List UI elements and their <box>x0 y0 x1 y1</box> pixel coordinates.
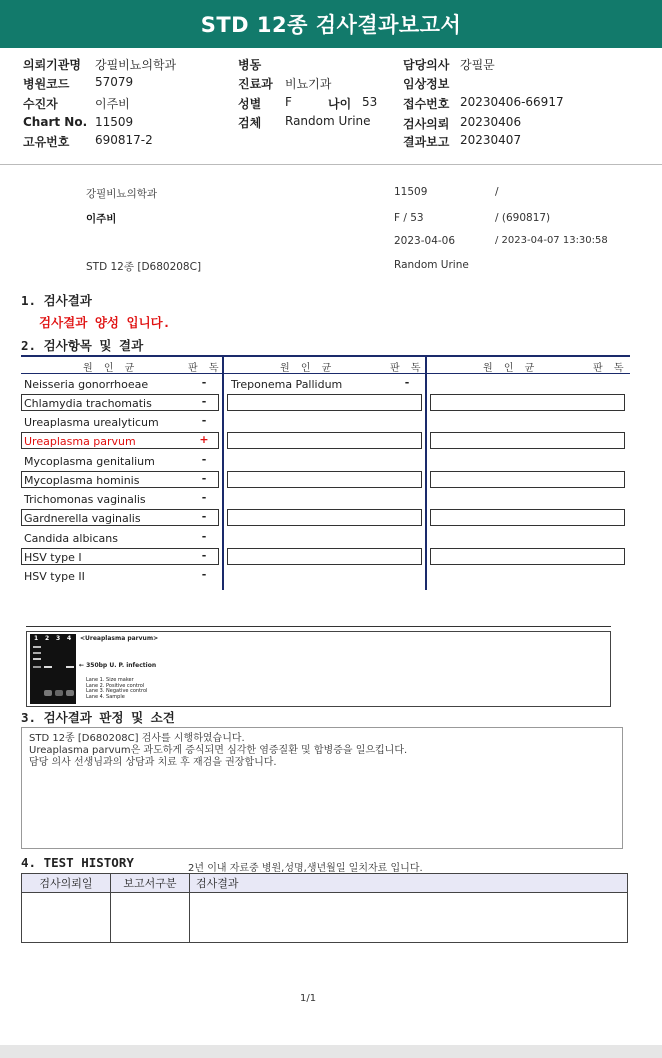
pathogen-result: - <box>201 549 207 562</box>
hospital-label: 의뢰기관명 <box>23 58 81 72</box>
opinion-line: STD 12종 [D680208C] 검사를 시행하였습니다. <box>29 733 245 744</box>
pathogen-name: Treponema Pallidum <box>231 378 343 391</box>
empty-row-box <box>227 509 422 526</box>
col1-pathogen-header: 원 인 균 <box>83 363 139 374</box>
chart-label: Chart No. <box>23 115 88 129</box>
lane-label: 4 <box>67 635 72 642</box>
pathogen-result: - <box>201 376 207 389</box>
code-value: 57079 <box>95 75 134 89</box>
history-col-type: 보고서구분 <box>111 874 190 893</box>
pathogen-name: HSV type II <box>24 570 85 583</box>
pathogen-name: Gardnerella vaginalis <box>24 512 141 525</box>
col2-pathogen-header: 원 인 균 <box>280 363 336 374</box>
col2-judge-header: 판 독 <box>390 363 425 374</box>
pb-sex-age: F / 53 <box>394 212 424 224</box>
pathogen-result: - <box>201 453 207 466</box>
opinion-line: Ureaplasma parvum은 과도하게 증식되면 심각한 염증질환 및 합병증을 일으킵니다. <box>29 745 408 756</box>
specimen-value: Random Urine <box>285 114 371 128</box>
gel-title: <Ureaplasma parvum> <box>80 635 159 642</box>
pathogen-result: - <box>201 568 207 581</box>
section1-heading: 1. 검사결과 <box>21 293 92 308</box>
pb-chart: 11509 <box>394 186 428 198</box>
pb-name: 이주비 <box>86 213 117 225</box>
pb-date1: 2023-04-06 <box>394 235 456 247</box>
history-col-date: 검사의뢰일 <box>22 874 111 893</box>
ward-label: 병동 <box>238 58 262 72</box>
history-cell-empty <box>190 893 628 943</box>
empty-row-box <box>430 432 625 449</box>
pathogen-result: - <box>201 414 207 427</box>
pathogen-name: Candida albicans <box>24 532 118 545</box>
gel-band <box>66 690 74 696</box>
gel-band <box>33 646 41 648</box>
dept-value: 비뇨기과 <box>285 77 332 91</box>
request-value: 20230406 <box>460 115 522 129</box>
gel-band <box>66 666 74 668</box>
hospital-value: 강필비뇨의학과 <box>95 58 177 72</box>
empty-row-box <box>227 471 422 488</box>
pathogen-name: Chlamydia trachomatis <box>24 397 152 410</box>
lane-label: 3 <box>56 635 61 642</box>
specimen-label: 검체 <box>238 116 262 130</box>
pathogen-name: Neisseria gonorrhoeae <box>24 378 149 391</box>
col-divider-2 <box>425 357 427 590</box>
gel-image <box>30 634 76 704</box>
age-label: 나이 <box>328 97 352 111</box>
empty-row-box <box>430 471 625 488</box>
col1-judge-header: 판 독 <box>188 363 223 374</box>
dept-label: 진료과 <box>238 77 273 91</box>
gel-band <box>44 690 52 696</box>
info-divider <box>0 164 662 165</box>
pathogen-name-positive: Ureaplasma parvum <box>24 435 136 448</box>
section1-result: 검사결과 양성 입니다. <box>39 315 171 330</box>
gel-legend <box>86 678 147 700</box>
pb-test: STD 12종 [D680208C] <box>86 261 202 273</box>
request-label: 검사의뢰 <box>403 117 450 131</box>
gel-legend-item: Lane 4. Sample <box>86 693 125 700</box>
col3-judge-header: 판 독 <box>593 363 628 374</box>
sex-label: 성별 <box>238 97 262 111</box>
pb-birth: / (690817) <box>495 212 551 224</box>
pathogen-result: - <box>201 472 207 485</box>
pathogen-result: - <box>404 376 410 389</box>
patient-label: 수진자 <box>23 97 58 111</box>
gel-legend-item: Lane 1. Size maker <box>86 677 134 683</box>
report-label: 결과보고 <box>403 135 450 149</box>
pathogen-result: - <box>201 491 207 504</box>
col3-pathogen-header: 원 인 균 <box>483 363 539 374</box>
pathogen-result-positive: + <box>199 433 209 446</box>
pb-slash: / <box>495 186 499 198</box>
pathogen-name: Mycoplasma hominis <box>24 474 140 487</box>
pathogen-result: - <box>201 395 207 408</box>
chart-value: 11509 <box>95 115 134 129</box>
gel-legend-item: Lane 2. Positive control <box>86 682 145 689</box>
col-divider-1 <box>222 357 224 590</box>
empty-row-box <box>430 548 625 565</box>
pathogen-name: Trichomonas vaginalis <box>24 493 146 506</box>
gel-figure <box>26 631 611 707</box>
reception-value: 20230406-66917 <box>460 95 564 109</box>
page-number: 1/1 <box>300 993 317 1004</box>
uid-value: 690817-2 <box>95 133 153 147</box>
gel-band <box>33 666 41 668</box>
empty-row-box <box>227 432 422 449</box>
sex-value: F <box>285 95 292 109</box>
empty-row-box <box>430 394 625 411</box>
patient-value: 이주비 <box>95 97 130 111</box>
pathogen-result: - <box>201 530 207 543</box>
pathogen-name: Ureaplasma urealyticum <box>24 416 159 429</box>
report-title: STD 12종 검사결과보고서 <box>0 0 662 48</box>
gel-band <box>55 690 63 696</box>
empty-row-box <box>227 394 422 411</box>
gel-legend-item: Lane 3. Negative control <box>86 688 148 694</box>
clinical-label: 임상정보 <box>403 77 450 91</box>
gel-band <box>44 666 52 668</box>
doctor-label: 담당의사 <box>403 58 450 72</box>
opinion-line: 담당 의사 선생님과의 상담과 치료 후 재검을 권장합니다. <box>29 757 277 768</box>
pathogen-name: HSV type I <box>24 551 82 564</box>
code-label: 병원코드 <box>23 77 70 91</box>
pb-clinic: 강필비뇨의학과 <box>86 188 158 200</box>
empty-row-box <box>430 509 625 526</box>
opinion-box <box>21 727 623 849</box>
pathogen-name: Mycoplasma genitalium <box>24 455 155 468</box>
history-table <box>21 873 628 943</box>
gel-band-label: ← 350bp U. P. infection <box>79 662 157 669</box>
gel-band <box>33 652 41 654</box>
report-value: 20230407 <box>460 133 522 147</box>
gel-band <box>33 658 41 660</box>
section3-heading: 3. 검사결과 판정 및 소견 <box>21 710 175 725</box>
uid-label: 고유번호 <box>23 135 70 149</box>
history-cell-empty <box>22 893 111 943</box>
pb-specimen: Random Urine <box>394 259 469 271</box>
pathogen-result: - <box>201 510 207 523</box>
history-col-result: 검사결과 <box>190 874 628 893</box>
lane-label: 1 <box>34 635 39 642</box>
empty-row-box <box>227 548 422 565</box>
footer-bar <box>0 1045 662 1058</box>
section4-heading: 4. TEST HISTORY <box>21 855 134 870</box>
table-top-line <box>21 355 630 357</box>
history-cell-empty <box>111 893 190 943</box>
doctor-value: 강필문 <box>460 58 495 72</box>
gel-top-line <box>26 626 611 627</box>
section2-heading: 2. 검사항목 및 결과 <box>21 338 144 353</box>
reception-label: 접수번호 <box>403 97 450 111</box>
age-value: 53 <box>362 95 378 109</box>
pb-date2: / 2023-04-07 13:30:58 <box>495 235 608 246</box>
history-note: 2년 이내 자료중 병원,성명,생년월일 일치자료 입니다. <box>188 863 423 874</box>
lane-label: 2 <box>45 635 50 642</box>
